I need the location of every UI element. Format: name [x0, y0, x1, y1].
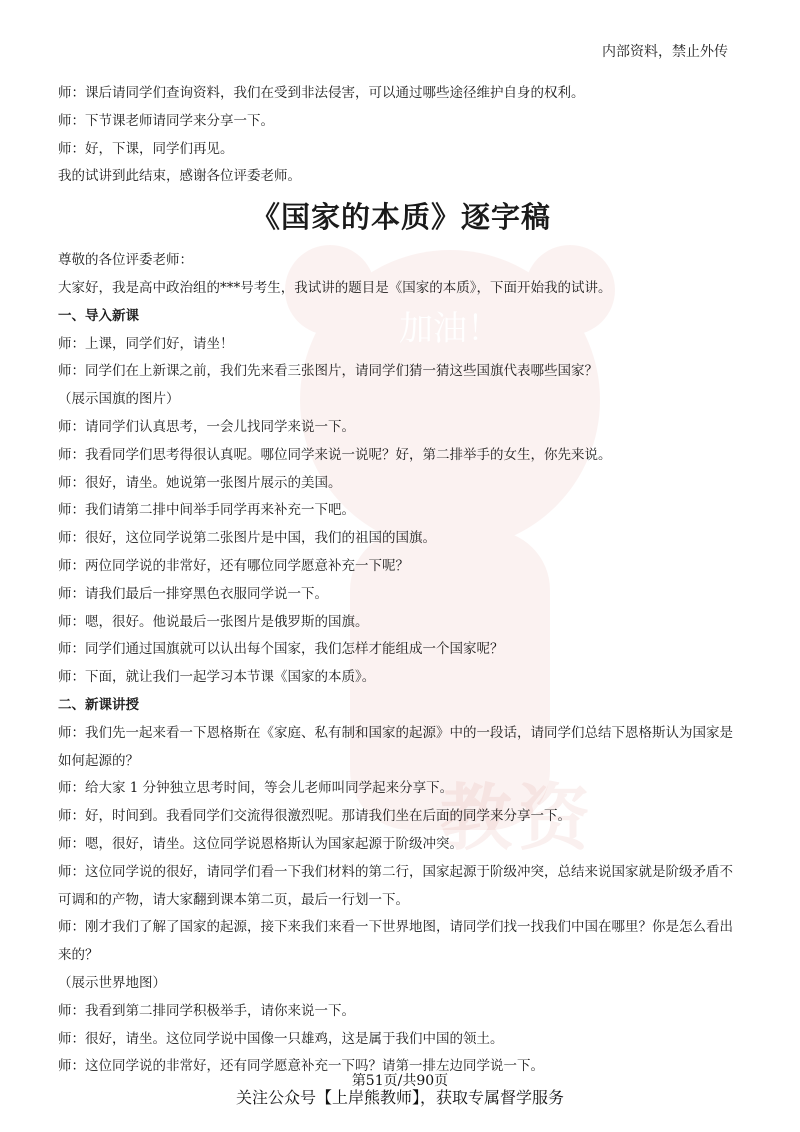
page-number: 第51页/共90页: [351, 1073, 449, 1089]
dialogue-line: 师：我看同学们思考得很认真呢。哪位同学来说一说呢？好，第二排举手的女生，你先来说。: [58, 446, 612, 463]
dialogue-paragraph: 师：刚才我们了解了国家的起源，接下来我们来看一下世界地图，请同学们找一找我们中国在哪里？你是怎么看出来的？: [58, 919, 733, 964]
intro-block: [58, 80, 744, 191]
dialogue-line: 师：请我们最后一排穿黑色衣服同学说一下。: [58, 585, 328, 602]
salutation: 尊敬的各位评委老师：: [58, 252, 193, 269]
dialogue-line: 师：我看到第二排同学积极举手，请你来说一下。: [58, 1002, 355, 1019]
stage-direction: （展示国旗的图片）: [58, 391, 180, 408]
document-title: 《国家的本质》逐字稿: [250, 200, 551, 235]
dialogue-line: 师：上课，同学们好，请坐！: [58, 335, 234, 352]
dialogue-paragraph: 师：我们先一起来看一下恩格斯在《家庭、私有制和国家的起源》中的一段话，请同学们总结下恩格斯认为国家是如何起源的？: [58, 724, 733, 769]
dialogue-line: 师：同学们通过国旗就可以认出每个国家，我们怎样才能组成一个国家呢？: [58, 641, 504, 658]
svg-text:加油！: 加油！: [399, 309, 501, 349]
dialogue-line: 师：下面，就让我们一起学习本节课《国家的本质》。: [58, 669, 376, 686]
dialogue-line: 师：嗯，很好。他说最后一张图片是俄罗斯的国旗。: [58, 613, 369, 630]
header-confidential-note: 内部资料，禁止外传: [602, 44, 728, 60]
dialogue-line: 师：很好，这位同学说第二张图片是中国，我们的祖国的国旗。: [58, 530, 436, 547]
dialogue-line: 师：很好，请坐。这位同学说中国像一只雄鸡，这是属于我们中国的领土。: [58, 1030, 504, 1047]
dialogue-paragraph: 师：这位同学说的很好，请同学们看一下我们材料的第二行，国家起源于阶级冲突，总结来说国家就是阶级矛盾不可调和的产物，请大家翻到课本第二页，最后一行划一下。: [58, 863, 733, 908]
dialogue-line: 师：这位同学说的非常好，还有同学愿意补充一下吗？请第一排左边同学说一下。: [58, 1058, 544, 1075]
dialogue-line: 师：很好，请坐。她说第一张图片展示的美国。: [58, 474, 342, 491]
footer-promo-note: 关注公众号【上岸熊教师】，获取专属督学服务: [235, 1088, 564, 1107]
document-body: [58, 80, 744, 1081]
dialogue-line: 师：给大家 1 分钟独立思考时间，等会儿老师叫同学起来分享下。: [58, 780, 454, 797]
dialogue-line: 师：我们请第二排中间举手同学再来补充一下吧。: [58, 502, 355, 519]
dialogue-line: 师：两位同学说的非常好，还有哪位同学愿意补充一下呢？: [58, 557, 409, 574]
intro-line: 师：好，下课，同学们再见。: [58, 140, 234, 157]
self-introduction: 大家好，我是高中政治组的***号考生，我试讲的题目是《国家的本质》，下面开始我的试讲。: [58, 279, 612, 296]
dialogue-line: 师：同学们在上新课之前，我们先来看三张图片，请同学们猜一猜这些国旗代表哪些国家？: [58, 363, 598, 380]
intro-line: 师：下节课老师请同学来分享一下。: [58, 112, 274, 129]
stage-direction: （展示世界地图）: [58, 974, 166, 991]
section-heading-intro: 一、导入新课: [58, 307, 139, 324]
dialogue-line: 师：好，时间到。我看同学们交流得很激烈呢。那请我们坐在后面的同学来分享一下。: [58, 808, 571, 825]
intro-line: 我的试讲到此结束，感谢各位评委老师。: [58, 168, 301, 185]
watermark-brand-text: 教资: [440, 775, 597, 860]
dialogue-line: 师：嗯，很好，请坐。这位同学说恩格斯认为国家起源于阶级冲突。: [58, 835, 463, 852]
section-heading-lecture: 二、新课讲授: [58, 696, 139, 713]
intro-line: 师：课后请同学们查询资料，我们在受到非法侵害，可以通过哪些途径维护自身的权利。: [58, 85, 585, 101]
dialogue-line: 师：请同学们认真思考，一会儿找同学来说一下。: [58, 418, 355, 435]
